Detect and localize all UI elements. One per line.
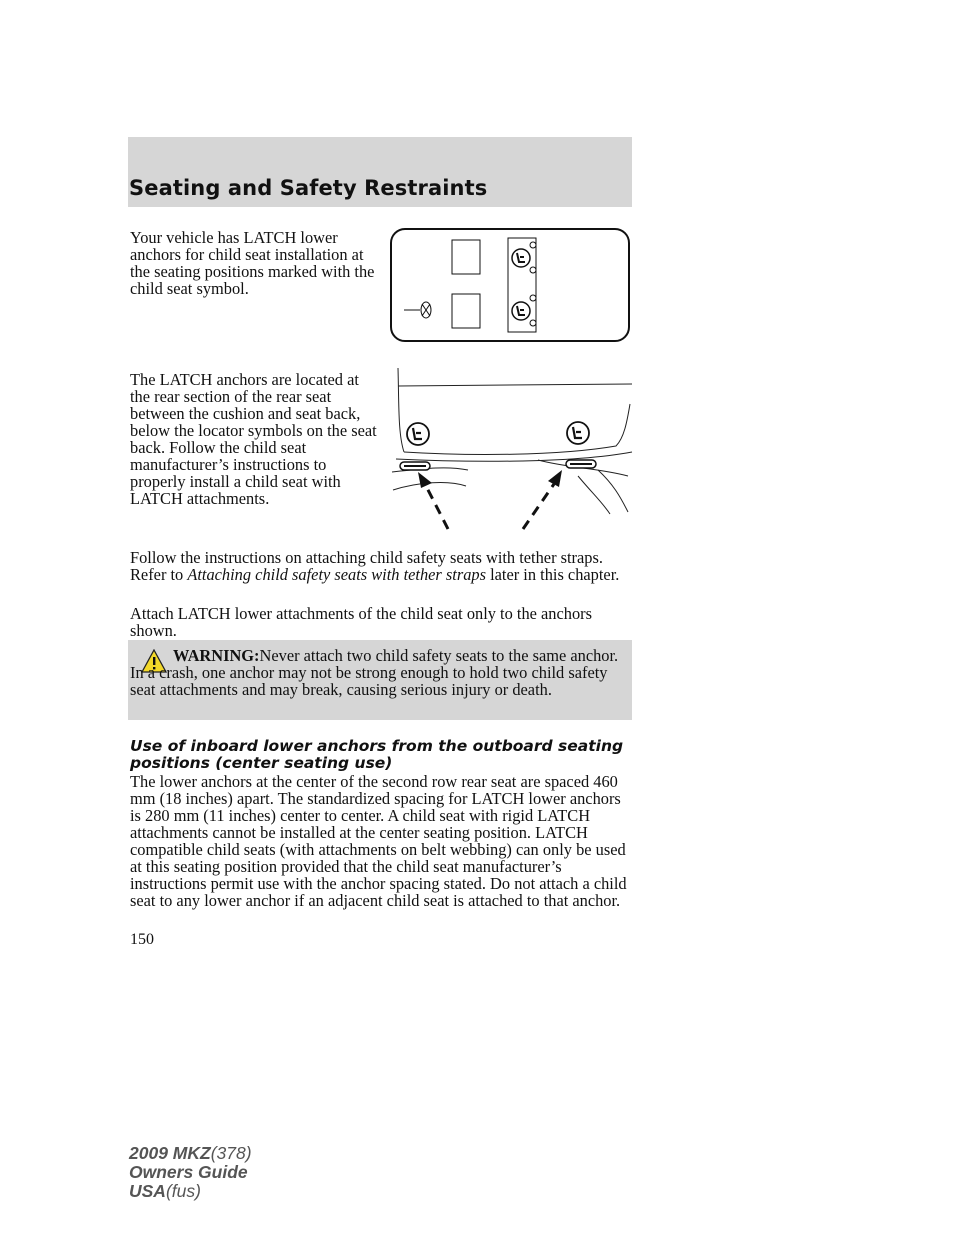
footer-guide: Owners Guide [129, 1162, 248, 1182]
paragraph-attach-latch: Attach LATCH lower attachments of the child seat only to the anchors shown. [130, 604, 592, 640]
footer-market-code: (fus) [165, 1181, 201, 1201]
warning-text [130, 647, 628, 698]
warning-box [128, 640, 632, 720]
page-title: Seating and Safety Restraints [129, 176, 488, 200]
child-seat-icon [407, 423, 429, 445]
footer-line [129, 1182, 252, 1201]
footer-market: USA [129, 1181, 166, 1201]
warning-label: WARNING: [173, 646, 260, 665]
warning-message: Never attach two child safety seats to the same anchor. In a crash, one anchor may not be strong enough to hold two child safety seat attachments and may break, causing serious injury or death. [130, 646, 619, 699]
arrow-icon [418, 472, 448, 529]
rear-seat-anchor-illustration [388, 364, 633, 532]
arrow-icon [523, 470, 562, 529]
paragraph-latch-intro: Your vehicle has LATCH lower anchors for child seat installation at the seating positions marked with the child seat symbol. [130, 228, 375, 298]
footer [129, 1144, 252, 1201]
paragraph-text: Follow the instructions on attaching child safety seats with tether straps. Refer to [130, 548, 603, 584]
child-seat-icon [567, 422, 589, 444]
paragraph-tether-reference [130, 549, 635, 583]
footer-model: 2009 MKZ [129, 1143, 211, 1163]
footer-code: (378) [210, 1143, 252, 1163]
footer-line [129, 1144, 252, 1163]
seating-diagram [390, 228, 630, 342]
page-number: 150 [130, 931, 154, 948]
cross-reference: Attaching child safety seats with tether straps [187, 565, 486, 584]
section-subheading: Use of inboard lower anchors from the outboard seating positions (center seating use) [130, 737, 624, 772]
paragraph-center-seating: The lower anchors at the center of the second row rear seat are spaced 460 mm (18 inches) apart. The standardized spacing for LATCH lower anchors is 280 mm (11 inches) center to center. A child seat with rigid LATCH attachments cannot be installed at the center seating position. LATCH compatible child seats (with attachments on belt webbing) can only be used at this seating position provided that the child seat manufacturer’s instructions permit use with the anchor spacing stated. Do not attach a child seat to any lower anchor if an adjacent child seat is attached to that anchor. [130, 772, 627, 910]
paragraph-anchor-location: The LATCH anchors are located at the rear section of the rear seat between the cushion and seat back, below the locator symbols on the seat back. Follow the child seat manufacturer’s instructions to properly install a child seat with LATCH attachments. [130, 370, 377, 508]
child-seat-icon [512, 302, 530, 320]
child-seat-icon [512, 249, 530, 267]
paragraph-text: later in this chapter. [486, 565, 620, 584]
